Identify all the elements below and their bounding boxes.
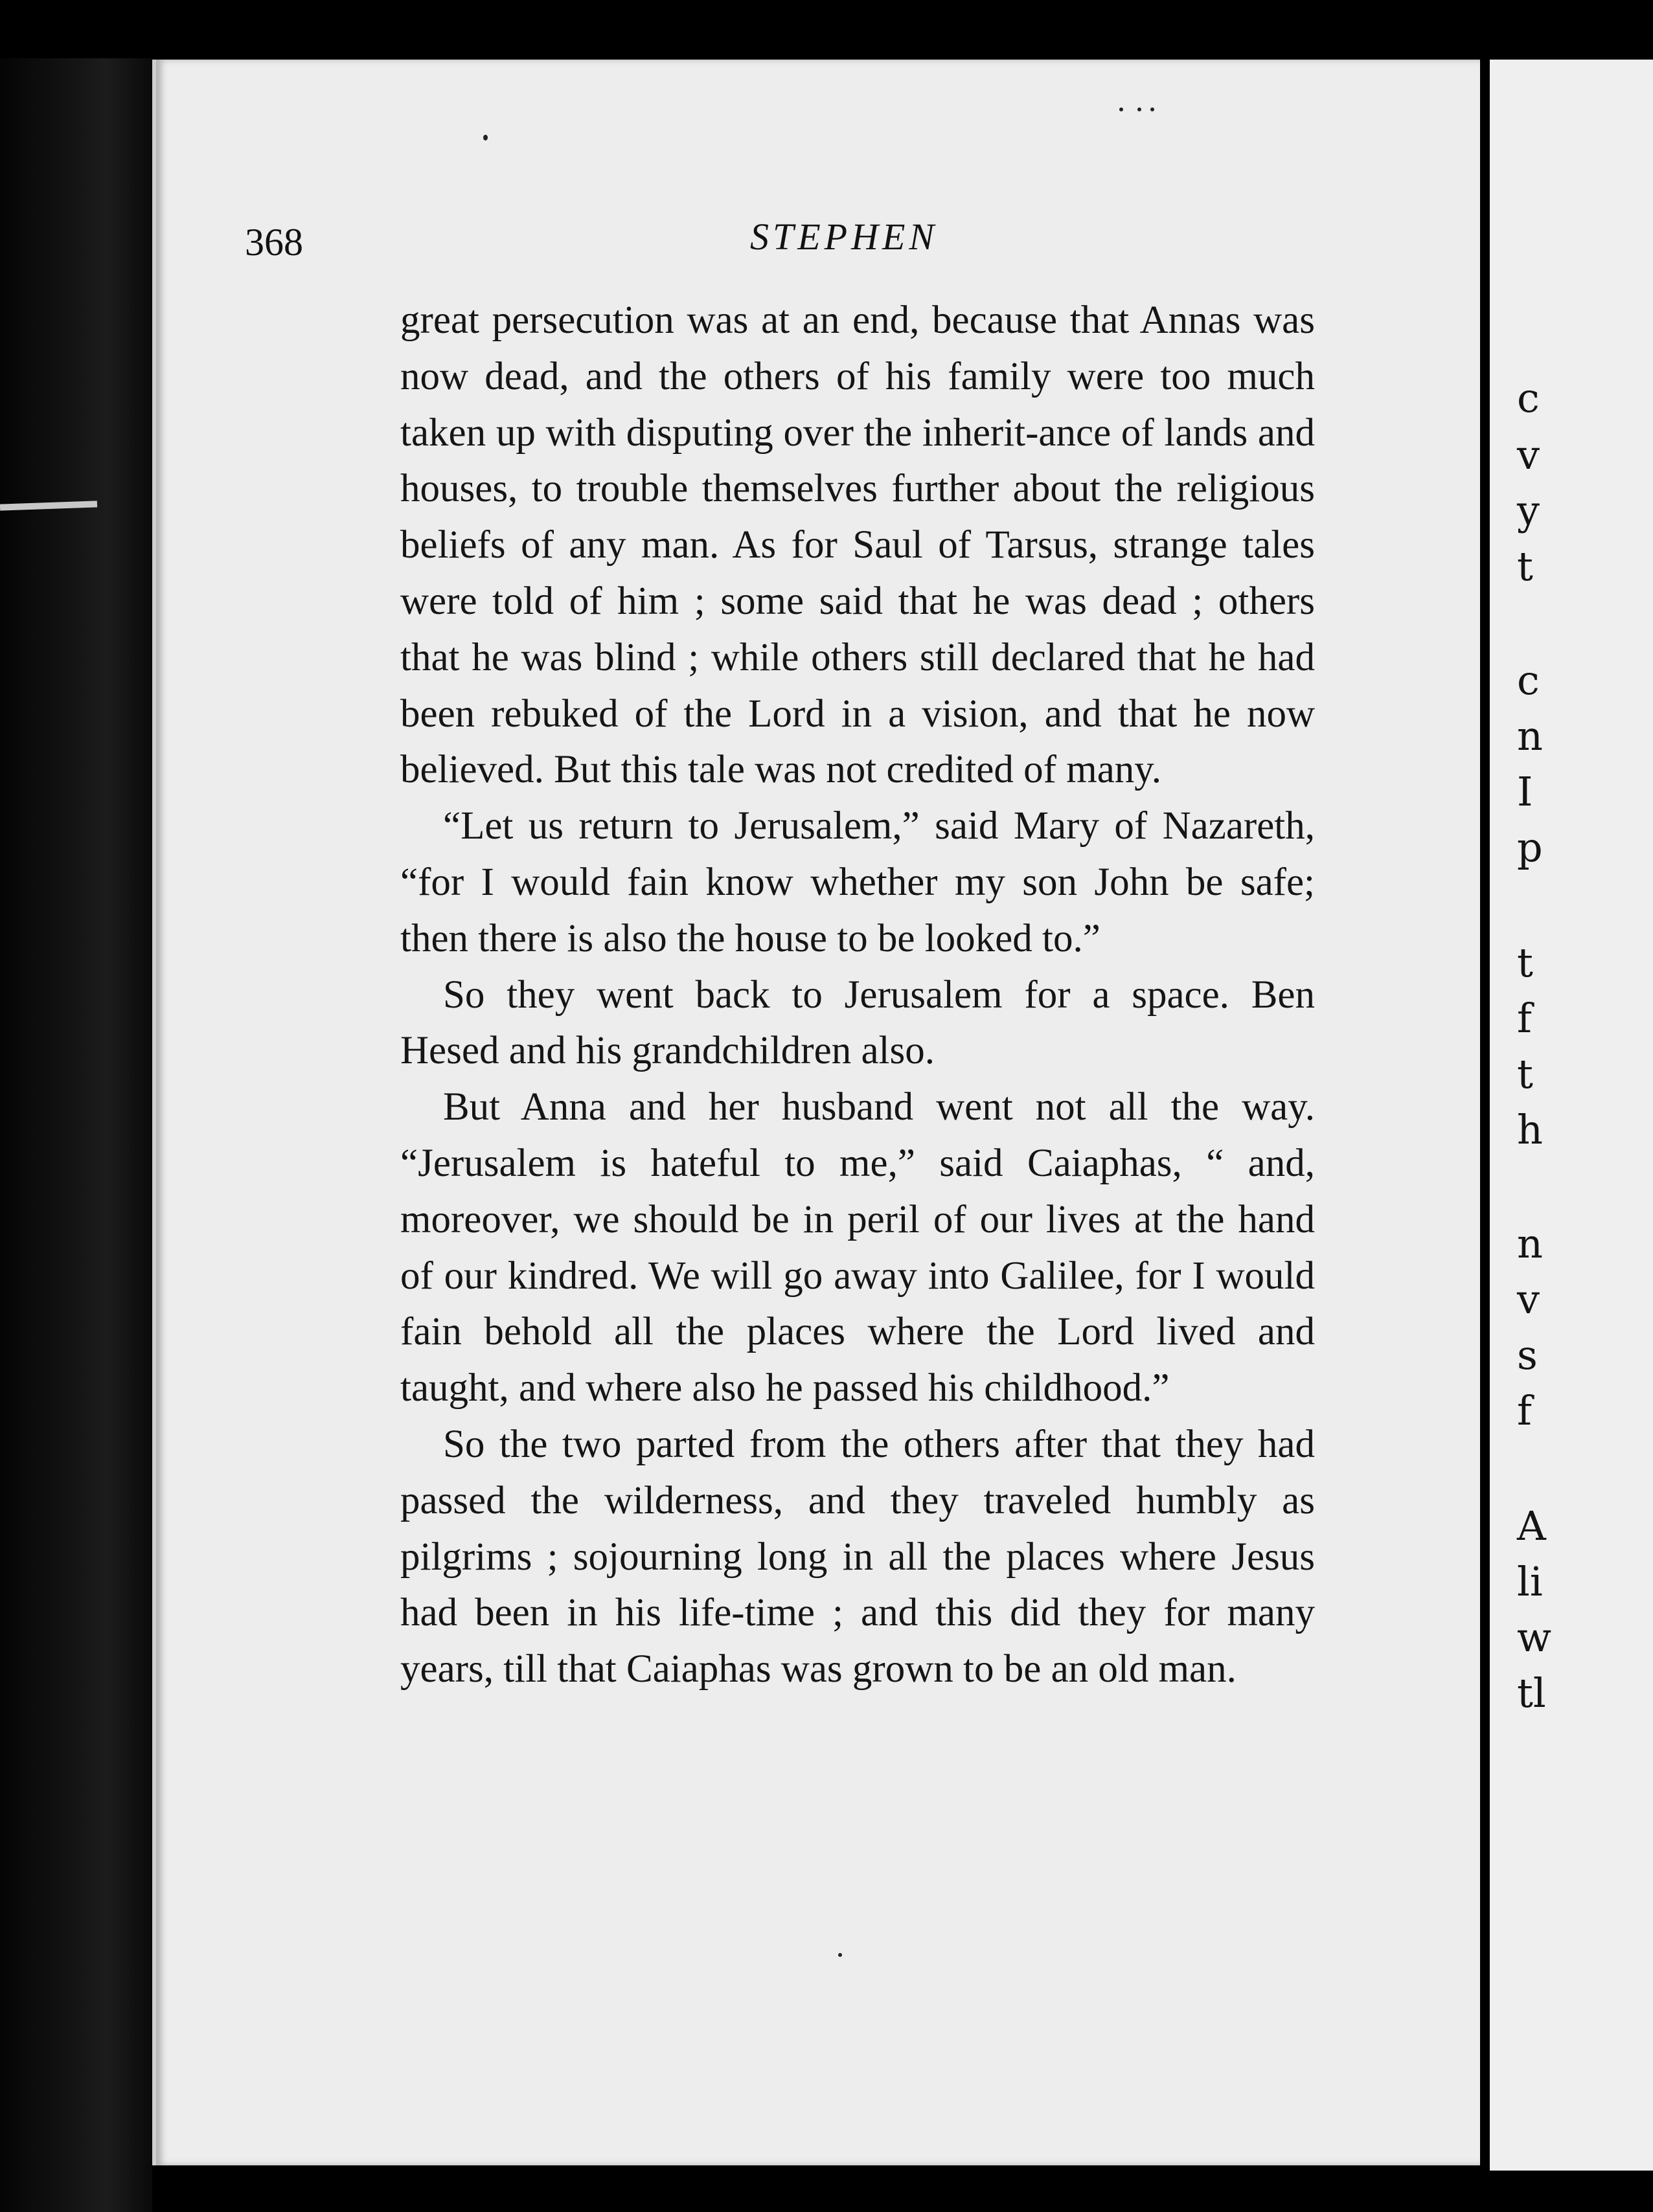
book-edge bbox=[0, 58, 152, 2212]
text-fragment: n bbox=[1517, 712, 1543, 760]
text-fragment: s bbox=[1517, 1331, 1538, 1379]
text-fragment: I bbox=[1517, 768, 1533, 815]
body-text bbox=[400, 293, 1315, 1698]
paragraph: great persecution was at an end, because that Annas was now dead, and the others of his family were too much taken up with disputing over the inherit-ance of lands and houses, to trouble themselves further about the religious beliefs of any man. As for Saul of Tarsus, strange tales were told of him ; some said that he was dead ; others that he was blind ; while others still declared that he had been rebuked of the Lord in a vision, and that he now believed. But this tale was not credited of many. bbox=[400, 299, 1315, 792]
facing-page bbox=[1490, 60, 1653, 2171]
text-fragment: t bbox=[1517, 939, 1533, 986]
dust-speck bbox=[838, 1953, 842, 1957]
facing-page-text-fragments bbox=[1504, 60, 1653, 2171]
text-fragment: t bbox=[1517, 543, 1533, 590]
text-fragment: p bbox=[1517, 824, 1543, 871]
text-fragment: c bbox=[1517, 374, 1540, 422]
text-fragment: li bbox=[1517, 1558, 1543, 1605]
text-fragment: h bbox=[1517, 1106, 1543, 1153]
running-head: STEPHEN bbox=[750, 216, 939, 258]
page-header bbox=[245, 194, 1307, 272]
paragraph: So they went back to Jerusalem for a space. Ben Hesed and his grandchildren also. bbox=[400, 973, 1315, 1073]
dust-speck bbox=[1137, 107, 1141, 111]
dust-speck bbox=[1119, 107, 1123, 111]
text-fragment: tl bbox=[1517, 1669, 1546, 1717]
text-fragment: A bbox=[1517, 1502, 1546, 1550]
page-number: 368 bbox=[245, 221, 303, 264]
dust-speck bbox=[1150, 107, 1154, 111]
paragraph: But Anna and her husband went not all the way. “Jerusalem is hateful to me,” said Caiaphas, “ and, moreover, we should be in peril of our lives at the hand of our kindred. We will go away into Galilee, for I would fain behold all the places where the Lord lived and taught, and where also he passed his childhood.” bbox=[400, 1085, 1315, 1410]
paragraph: So the two parted from the others after that they had passed the wilderness, and they traveled humbly as pilgrims ; sojourning long in all the places where Jesus had been in his life-time ; and this did they for many years, till that Caiaphas was grown to be an old man. bbox=[400, 1422, 1315, 1691]
text-fragment: t bbox=[1517, 1050, 1533, 1098]
text-fragment: v bbox=[1517, 431, 1540, 479]
text-fragment: c bbox=[1517, 657, 1540, 704]
text-fragment: n bbox=[1517, 1220, 1543, 1267]
text-fragment: v bbox=[1517, 1276, 1540, 1323]
text-fragment: f bbox=[1517, 995, 1532, 1042]
text-fragment: w bbox=[1517, 1614, 1552, 1661]
text-fragment: f bbox=[1517, 1387, 1532, 1434]
dust-speck bbox=[483, 135, 488, 141]
paragraph: “Let us return to Jerusalem,” said Mary of Nazareth, “for I would fain know whether my son John be safe; then there is also the house to be looked to.” bbox=[400, 804, 1315, 960]
text-fragment: y bbox=[1517, 487, 1540, 534]
